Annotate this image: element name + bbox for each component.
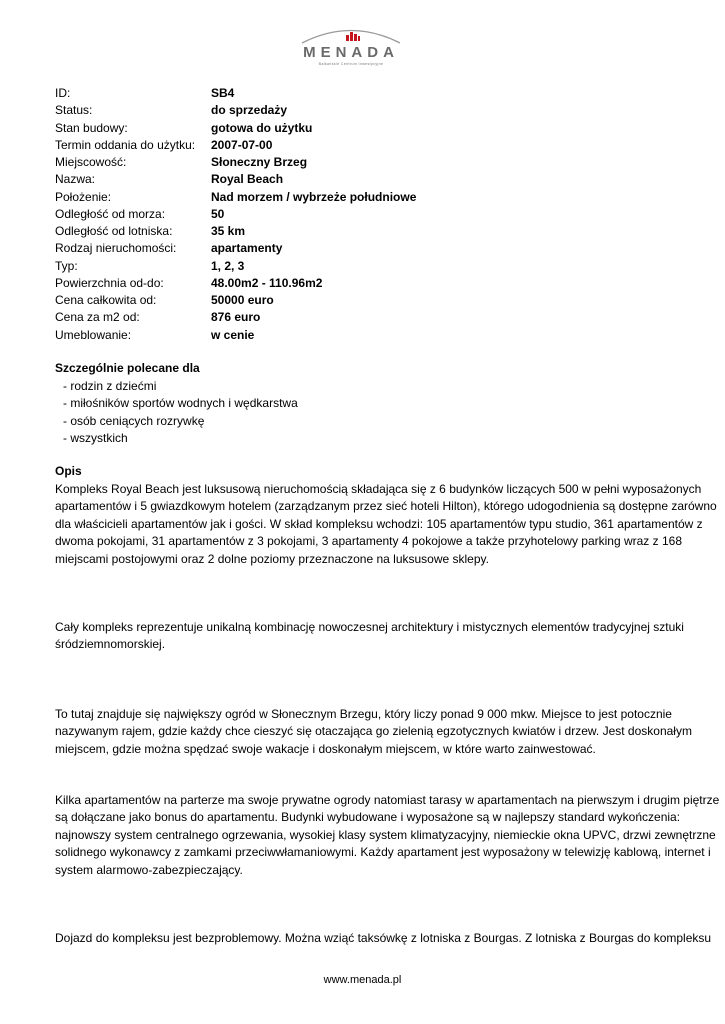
detail-label: Status: [55, 103, 93, 118]
detail-value: Słoneczny Brzeg [211, 155, 308, 169]
detail-label: Powierzchnia od-do: [55, 275, 164, 290]
paragraph-line: To tutaj znajduje się największy ogród w Słonecznym Brzegu, który liczy ponad 9 000 mkw. Miejsce to jest potocznie [55, 707, 672, 721]
paragraph-line: Cały kompleks reprezentuje unikalną kombinację nowoczesnej architektury i mistycznych elementów tradycyjnej sztuki [55, 620, 684, 634]
paragraph-line: solidnego wykonawcy z zamkami przeciwwłamaniowymi. Każdy apartament jest wyposażony w telewizję kablową, internet i [55, 845, 711, 860]
logo-name: MENADA [303, 44, 399, 61]
detail-label: Położenie: [55, 189, 112, 204]
detail-row [55, 327, 675, 344]
detail-row [55, 275, 675, 292]
paragraph-line: śródziemnomorskiej. [55, 637, 166, 652]
recommended-list [63, 378, 298, 447]
detail-row [55, 120, 675, 137]
paragraph-line: Dojazd do kompleksu jest bezproblemowy. Można wziąć taksówkę z lotniska z Bourgas. Z lotniska z Bourgas do kompleksu [55, 931, 712, 945]
paragraph-line: Kilka apartamentów na parterze ma swoje prywatne ogrody natomiast tarasy w apartamentach na pierwszym i drugim piętrze [55, 793, 720, 807]
detail-row [55, 154, 675, 171]
detail-row [55, 85, 675, 102]
detail-label: Miejscowość: [55, 155, 127, 169]
detail-label: Umeblowanie: [55, 327, 132, 342]
detail-row [55, 137, 675, 154]
detail-row [55, 258, 675, 275]
paragraph-line: miejscami postojowymi oraz 2 dolne poziomy przeznaczone na luksusowe sklepy. [55, 551, 489, 566]
paragraph-line: system alarmowo-zabezpieczający. [55, 862, 243, 877]
list-item: - osób ceniących rozrywkę [63, 413, 205, 428]
description-paragraph [55, 619, 684, 654]
footer-url: www.menada.pl [323, 974, 402, 986]
paragraph-line: są dołączane jako bonus do apartamentu. Budynki wybudowane i wyposażone są w najlepszy standard wykończenia: [55, 810, 681, 825]
detail-row [55, 223, 675, 240]
detail-value: SB4 [211, 86, 235, 100]
description-paragraph [55, 706, 692, 758]
detail-label: Stan budowy: [55, 120, 128, 135]
detail-label: Rodzaj nieruchomości: [55, 241, 177, 256]
detail-label: Termin oddania do użytku: [55, 137, 196, 152]
recommended-title: Szczególnie polecane dla [55, 361, 200, 375]
detail-label: Cena całkowita od: [55, 293, 157, 307]
detail-label: Typ: [55, 258, 78, 273]
description-paragraph [55, 930, 712, 947]
detail-value: do sprzedaży [211, 103, 288, 118]
detail-label: ID: [55, 86, 71, 100]
detail-row [55, 240, 675, 257]
detail-label: Cena za m2 od: [55, 310, 140, 325]
logo-bars-icon [346, 32, 360, 41]
detail-value: 35 km [211, 224, 246, 238]
description-paragraph [55, 792, 720, 879]
paragraph-line: dwoma pokojami, 31 apartamentów z 3 pokojami, 3 apartamenty 4 pokojowe a także przyhotelowy parking wraz z 168 [55, 534, 682, 549]
detail-value: 2007-07-00 [211, 137, 273, 152]
detail-value: 50 [211, 206, 225, 221]
list-item: - wszystkich [63, 430, 128, 445]
logo-tagline: Bałkańskie Centrum Inwestycyjne [318, 62, 384, 66]
detail-value: 48.00m2 - 110.96m2 [211, 275, 323, 290]
paragraph-line: dla właścicieli apartamentów jak i gości. W skład kompleksu wchodzi: 105 apartamentów typu studio, 361 apartamentów z [55, 516, 703, 531]
list-item: - rodzin z dziećmi [63, 379, 157, 393]
menada-logo [296, 24, 406, 68]
description-title: Opis [55, 464, 82, 478]
detail-label: Odległość od lotniska: [55, 224, 173, 238]
detail-label: Nazwa: [55, 172, 96, 187]
detail-value: gotowa do użytku [211, 120, 313, 135]
detail-value: 876 euro [211, 310, 261, 325]
paragraph-line: nazywanym rajem, gdzie każdy chce cieszyć się otaczająca go zielenią egzotycznych kwiatów i drzew. Jest doskonałym [55, 724, 692, 739]
paragraph-line: najnowszy system centralnego ogrzewania, wysokiej klasy system klimatyzacyjny, niemieckie okna UPVC, drzwi zewnętrzne [55, 827, 716, 842]
description-paragraph [55, 481, 717, 568]
detail-row [55, 171, 675, 188]
paragraph-line: miejscem, gdzie można spędzać swoje wakacje i doskonałym miejscem, w które warto zainwestować. [55, 741, 596, 756]
detail-value: Royal Beach [211, 172, 284, 187]
detail-row [55, 102, 675, 119]
detail-row [55, 292, 675, 309]
detail-label: Odległość od morza: [55, 206, 166, 221]
detail-row [55, 189, 675, 206]
detail-value: apartamenty [211, 241, 283, 256]
paragraph-line: Kompleks Royal Beach jest luksusową nieruchomością składająca się z 6 budynków liczących 500 w pełni wyposażonych [55, 482, 702, 496]
detail-value: 1, 2, 3 [211, 258, 245, 273]
list-item: - miłośników sportów wodnych i wędkarstwa [63, 396, 298, 411]
paragraph-line: apartamentów i 5 gwiazdkowym hotelem (zarządzanym przez sieć hoteli Hilton), którego udogodnienia są dostępne zarówno [55, 499, 717, 514]
detail-row [55, 206, 675, 223]
property-details [55, 85, 675, 344]
detail-row [55, 309, 675, 326]
detail-value: Nad morzem / wybrzeże południowe [211, 189, 417, 204]
detail-value: w cenie [211, 327, 255, 342]
detail-value: 50000 euro [211, 293, 274, 307]
